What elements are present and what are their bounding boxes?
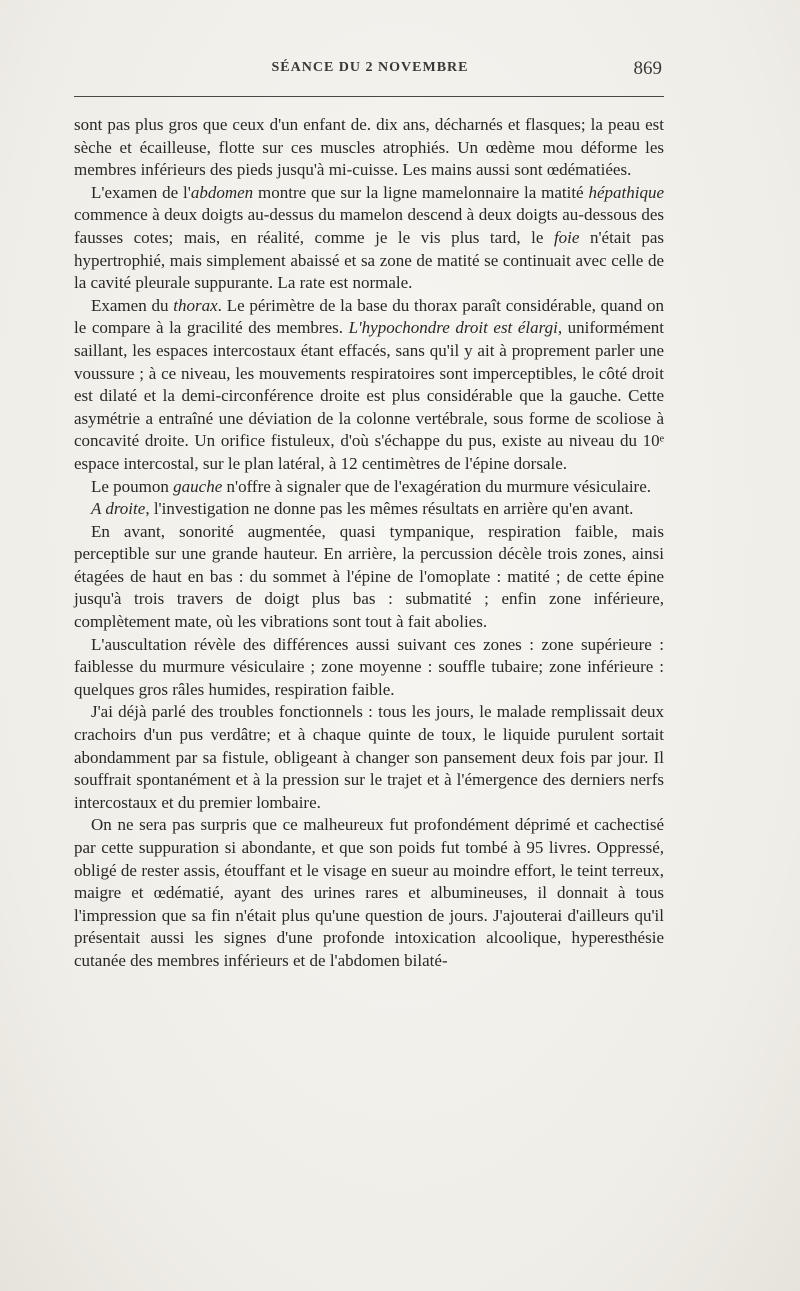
paragraph bbox=[74, 521, 664, 634]
paragraph bbox=[74, 476, 664, 499]
paragraph bbox=[74, 701, 664, 814]
page-header bbox=[74, 56, 666, 86]
text-run: commence à deux doigts au-dessus du mamelon descend à deux doigts au-dessous des fausses cotes; mais, en réalité, comme je le vis plus tard, le bbox=[74, 205, 664, 247]
text-run: Le poumon bbox=[91, 476, 174, 496]
text-run: , uniformément saillant, les espaces intercostaux étant effacés, sans qu'il y ait à proprement parler une voussure ; à ce niveau, les mouvements respiratoires sont imperceptibles, le côté droit est dilaté et la demi-circonférence droite est plus considérable que la gauche. Cette asymétrie a entraîné une déviation de la colonne vertébrale, sous forme de scoliose à concavité droite. Un orifice fistuleux, d'où s'échappe du pus, existe au niveau du 10ᵉ espace intercostal, sur le plan latéral, à 12 centimètres de l'épine dorsale. bbox=[74, 318, 664, 473]
header-rule bbox=[74, 96, 664, 97]
italic-run: gauche bbox=[173, 476, 223, 496]
italic-run: abdomen bbox=[190, 182, 254, 202]
text-run: n'offre à signaler que de l'exagération du murmure vésiculaire. bbox=[222, 476, 652, 496]
paragraph bbox=[74, 295, 664, 476]
text-run: On ne sera pas surpris que ce malheureux fut profondément déprimé et cachectisé par cette suppuration si abondante, et que son poids fut tombé à 95 livres. Oppressé, obligé de rester assis, étouffant et le visage en sueur au moindre effort, le teint terreux, maigre et œdématié, ayant des urines rares et albumineuses, il donnait à tous l'impression que sa fin n'était plus qu'une question de jours. J'ajouterai d'ailleurs qu'il présentait aussi les signes d'une profonde intoxication alcoolique, hyperesthésie cutanée des membres inférieurs et de l'abdomen bilaté- bbox=[74, 815, 664, 970]
text-run: montre que sur la ligne mamelonnaire la matité bbox=[253, 182, 589, 202]
italic-run: foie bbox=[553, 227, 580, 247]
text-run: J'ai déjà parlé des troubles fonctionnels : tous les jours, le malade remplissait deux crachoirs d'un pus verdâtre; et à chaque quinte de toux, le liquide purulent sortait abondamment par sa fistule, obligeant à changer son pansement deux fois par jour. Il souffrait spontanément et à la pression sur le trajet et à l'émergence des derniers nerfs intercostaux et du premier lombaire. bbox=[74, 702, 664, 812]
italic-run: A droite bbox=[91, 499, 146, 519]
paragraph bbox=[74, 182, 664, 295]
text-run: sont pas plus gros que ceux d'un enfant de. dix ans, décharnés et flasques; la peau est sèche et écailleuse, flotte sur ces muscles atrophiés. Un œdème mou déforme les membres inférieurs des pieds jusqu'à mi-cuisse. Les mains aussi sont œdématiées. bbox=[74, 115, 664, 180]
page-number: 869 bbox=[633, 58, 662, 79]
body-text bbox=[74, 114, 664, 973]
paragraph bbox=[74, 498, 664, 521]
running-title: SÉANCE DU 2 NOVEMBRE bbox=[271, 60, 469, 75]
text-run: . Le périmètre de la base du thorax paraît considérable, quand on le compare à la gracilité des membres. bbox=[74, 295, 665, 338]
text-run: L'auscultation révèle des différences aussi suivant ces zones : zone supérieure : faiblesse du murmure vésiculaire ; zone moyenne : souffle tubaire; zone inférieure : quelques gros râles humides, respiration faible. bbox=[74, 634, 664, 699]
text-run: , l'investigation ne donne pas les mêmes résultats en arrière qu'en avant. bbox=[145, 499, 634, 519]
text-run: n'était pas hypertrophié, mais simplement abaissé et sa zone de matité se continuait avec celle de la cavité pleurale suppurante. La rate est normale. bbox=[74, 227, 664, 293]
italic-run: L'hypochondre droit est élargi bbox=[348, 318, 558, 338]
text-run: L'examen de l' bbox=[91, 182, 191, 202]
paragraph bbox=[74, 814, 664, 972]
italic-run: thorax bbox=[173, 295, 218, 315]
text-run: Examen du bbox=[91, 295, 174, 315]
paragraph bbox=[74, 634, 664, 702]
paragraph bbox=[74, 114, 664, 182]
text-run: En avant, sonorité augmentée, quasi tympanique, respiration faible, mais perceptible sur une grande hauteur. En arrière, la percussion décèle trois zones, ainsi étagées de haut en bas : du sommet à l'épine de l'omoplate : matité ; de cette épine jusqu'à trois travers de doigt plus bas : submatité ; enfin zone inférieure, complètement mate, où les vibrations sont tout à fait abolies. bbox=[74, 521, 664, 632]
italic-run: hépathique bbox=[588, 182, 664, 202]
